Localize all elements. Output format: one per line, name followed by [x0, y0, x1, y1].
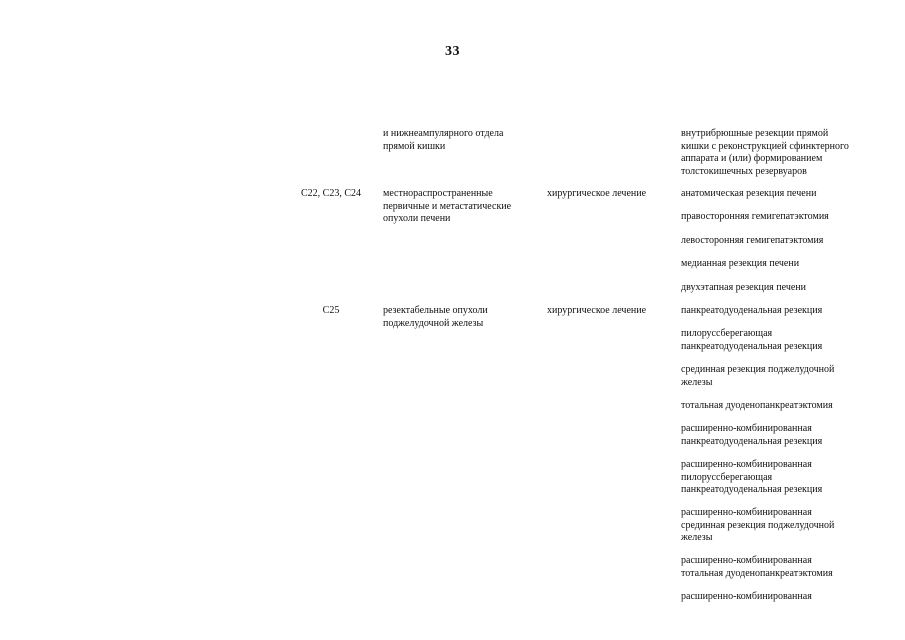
method-cell: левосторонняя гемигепатэктомия [681, 235, 824, 246]
diagnosis-cell: и нижнеампулярного отдела прямой кишки [383, 128, 504, 152]
method-cell: внутрибрюшные резекции прямой кишки с реконструкцией сфинктерного аппарата и (или) формированием толстокишечных резервуаров [681, 128, 849, 177]
icd-code-cell: C22, C23, C24 [300, 188, 361, 199]
method-cell: расширенно-комбинированная тотальная дуоденопанкреатэктомия [681, 555, 833, 579]
method-cell: панкреатодуоденальная резекция [681, 305, 823, 316]
method-cell: двухэтапная резекция печени [681, 282, 806, 293]
page-number: 33 [445, 44, 460, 59]
method-cell: расширенно-комбинированная пилоруссберегающая панкреатодуоденальная резекция [681, 459, 823, 495]
treatment-cell: хирургическое лечение [547, 188, 647, 199]
diagnosis-cell: местнораспространенные первичные и метастатические опухоли печени [383, 188, 512, 224]
method-cell: расширенно-комбинированная срединная резекция поджелудочной железы [681, 507, 835, 543]
method-cell: расширенно-комбинированная [681, 591, 812, 602]
method-cell: срединная резекция поджелудочной железы [681, 364, 835, 388]
treatment-cell: хирургическое лечение [547, 305, 647, 316]
icd-code-cell: C25 [322, 305, 340, 316]
method-cell: анатомическая резекция печени [681, 188, 817, 199]
method-cell: правосторонняя гемигепатэктомия [681, 211, 829, 222]
diagnosis-cell: резектабельные опухоли поджелудочной железы [383, 305, 488, 329]
method-cell: пилоруссберегающая панкреатодуоденальная резекция [681, 328, 823, 352]
method-cell: расширенно-комбинированная панкреатодуоденальная резекция [681, 423, 823, 447]
method-cell: тотальная дуоденопанкреатэктомия [681, 400, 833, 411]
method-cell: медианная резекция печени [681, 258, 800, 269]
